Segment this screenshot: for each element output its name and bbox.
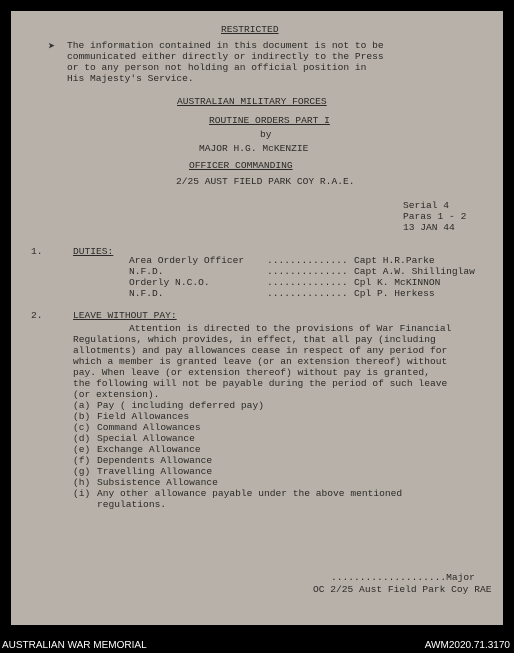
signature-title: OC 2/25 Aust Field Park Coy RAE <box>313 584 492 595</box>
title-line-2: ROUTINE ORDERS PART I <box>209 115 330 126</box>
list-item-letter: (c) <box>73 422 91 433</box>
duty-name: Cpl P. Herkess <box>354 288 435 299</box>
document-page <box>11 11 503 625</box>
title-line-3: by <box>260 129 272 140</box>
list-item-continuation: regulations. <box>97 499 167 510</box>
list-item-text: Dependents Allowance <box>97 455 213 466</box>
list-item-text: Field Allowances <box>97 411 190 422</box>
footer-reference: AWM2020.71.3170 <box>424 640 510 651</box>
list-item-text: Travelling Allowance <box>97 466 213 477</box>
commander-name: MAJOR H.G. McKENZIE <box>199 143 309 154</box>
para-1-number: 1. <box>31 246 43 257</box>
body-line-4: which a member is granted leave (or an extension thereof) without <box>73 356 448 367</box>
duty-dots: .............. <box>267 277 348 288</box>
list-item-letter: (a) <box>73 400 91 411</box>
duty-dots: .............. <box>267 266 348 277</box>
body-line-5: pay. When leave (or extension thereof) without pay is granted, <box>73 367 430 378</box>
warning-line-1: The information contained in this document is not to be <box>67 40 384 51</box>
list-item-letter: (i) <box>73 488 91 499</box>
footer-source: AUSTRALIAN WAR MEMORIAL <box>2 640 147 651</box>
serial-number: Serial 4 <box>403 200 450 211</box>
duty-dots: .............. <box>267 288 348 299</box>
warning-line-4: His Majesty's Service. <box>67 73 194 84</box>
duty-name: Cpl K. McKINNON <box>354 277 441 288</box>
list-item-text: Command Allowances <box>97 422 201 433</box>
para-1-heading: DUTIES: <box>73 246 114 257</box>
list-item-text: Special Allowance <box>97 433 195 444</box>
warning-line-3: or to any person not holding an official position in <box>67 62 367 73</box>
margin-mark: ➤ <box>48 40 56 54</box>
body-line-1: Attention is directed to the provisions of War Financial <box>129 323 452 334</box>
list-item-text: Pay ( including deferred pay) <box>97 400 264 411</box>
order-date: 13 JAN 44 <box>403 222 455 233</box>
list-item-letter: (b) <box>73 411 91 422</box>
body-line-3: allotments) and pay allowances cease in respect of any period for <box>73 345 448 356</box>
unit-name: 2/25 AUST FIELD PARK COY R.A.E. <box>176 176 355 187</box>
body-line-7: (or extension). <box>73 389 160 400</box>
title-line-1: AUSTRALIAN MILITARY FORCES <box>177 96 327 107</box>
para-2-heading: LEAVE WITHOUT PAY: <box>73 310 177 321</box>
list-item-letter: (h) <box>73 477 91 488</box>
list-item-text: Exchange Allowance <box>97 444 201 455</box>
paras-range: Paras 1 - 2 <box>403 211 467 222</box>
duty-name: Capt A.W. Shillinglaw <box>354 266 475 277</box>
duty-role: Orderly N.C.O. <box>129 277 210 288</box>
duty-role: Area Orderly Officer <box>129 255 245 266</box>
warning-line-2: communicated either directly or indirectly to the Press <box>67 51 384 62</box>
duty-name: Capt H.R.Parke <box>354 255 435 266</box>
list-item-text: Any other allowance payable under the above mentioned <box>97 488 403 499</box>
list-item-letter: (e) <box>73 444 91 455</box>
list-item-letter: (g) <box>73 466 91 477</box>
duty-role: N.F.D. <box>129 288 164 299</box>
body-line-2: Regulations, which provides, in effect, that all pay (including <box>73 334 436 345</box>
list-item-text: Subsistence Allowance <box>97 477 218 488</box>
list-item-letter: (d) <box>73 433 91 444</box>
list-item-letter: (f) <box>73 455 91 466</box>
body-line-6: the following will not be payable during the period of such leave <box>73 378 448 389</box>
duty-role: N.F.D. <box>129 266 164 277</box>
classification-header: RESTRICTED <box>221 24 279 35</box>
title-line-5: OFFICER COMMANDING <box>189 160 293 171</box>
para-2-number: 2. <box>31 310 43 321</box>
signature-line: ....................Major <box>331 572 475 583</box>
duty-dots: .............. <box>267 255 348 266</box>
